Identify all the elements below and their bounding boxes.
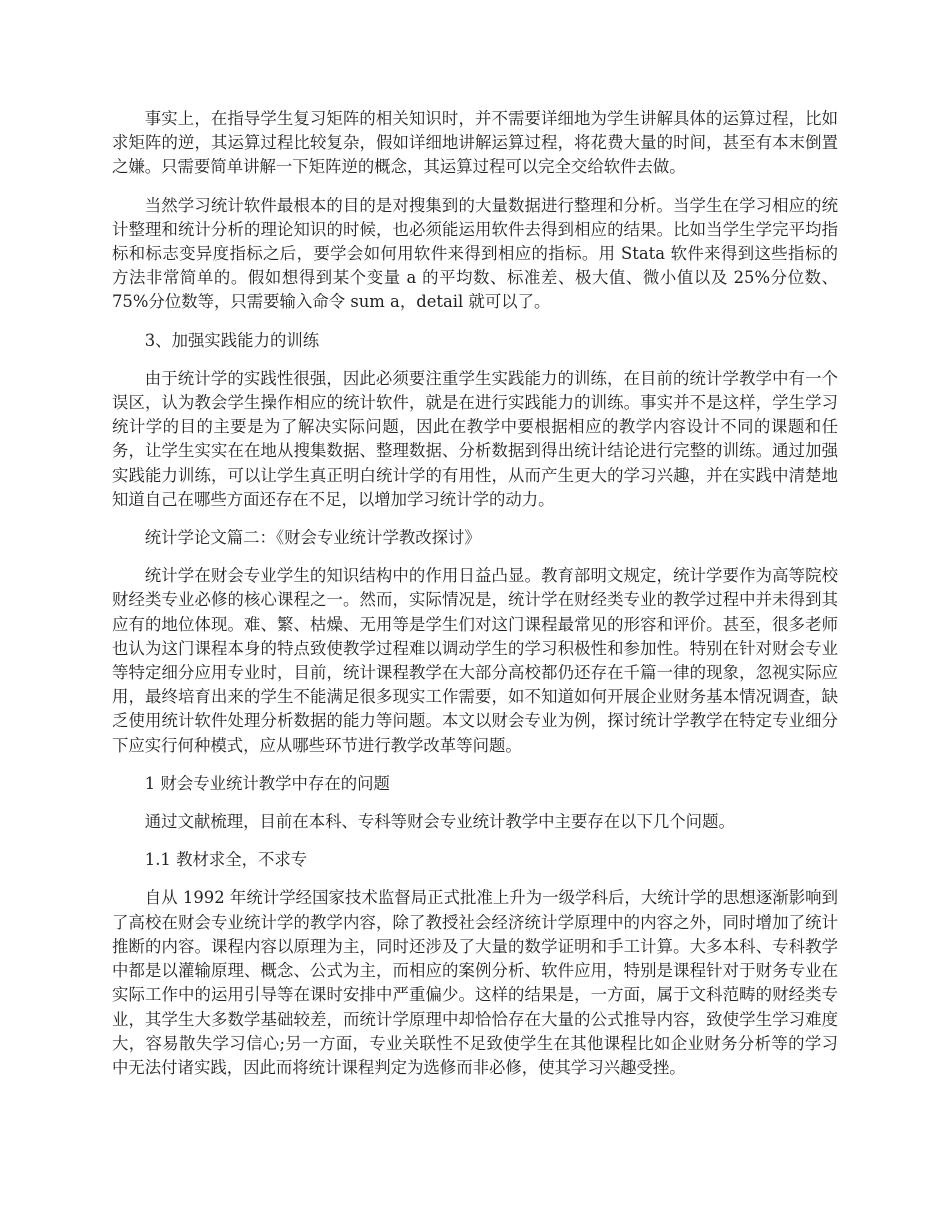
heading-practice-training: 3、加强实践能力的训练 xyxy=(144,330,320,350)
paragraph-section-1-intro: 通过文献梳理，目前在本科、专科等财会专业统计教学中主要存在以下几个问题。 xyxy=(144,812,735,832)
heading-paper-two-title: 统计学论文篇二：《财会专业统计学教改探讨》 xyxy=(144,528,481,548)
document-body xyxy=(112,107,838,1094)
paragraph-statistics-software: 当然学习统计软件最根本的目的是对搜集到的大量数据进行整理和分析。当学生在学习相应的统计整理和统计分析的理论知识的时候，也必须能运用软件去得到相应的结果。比如当学生学完平均指标和标志变异度指标之后，要学会如何用软件来得到相应的指标。用 Stata 软件来得到这些指标的方法非常简单的。假如想得到某个变量 a 的平均数、标准差、极大值、微小值以及 25%分位数、75%分位数等，只需要输入命令 sum a，detail 就可以了。 xyxy=(112,195,838,312)
paragraph-practice-training: 由于统计学的实践性很强，因此必须要注重学生实践能力的训练，在目前的统计学教学中有一个误区，认为教会学生操作相应的统计软件，就是在进行实践能力的训练。事实并不是这样，学生学习统计学的目的主要是为了解决实际问题，因此在教学中要根据相应的教学内容设计不同的课题和任务，让学生实实在在地从搜集数据、整理数据、分析数据到得出统计结论进行完整的训练。通过加强实践能力训练，可以让学生真正明白统计学的有用性，从而产生更大的学习兴趣，并在实践中清楚地知道自己在哪些方面还存在不足，以增加学习统计学的动力。 xyxy=(112,368,838,509)
heading-section-1-1: 1.1 教材求全，不求专 xyxy=(144,850,308,870)
paragraph-paper-two-intro: 统计学在财会专业学生的知识结构中的作用日益凸显。教育部明文规定，统计学要作为高等院校财经类专业必修的核心课程之一。然而，实际情况是，统计学在财经类专业的教学过程中并未得到其应有的地位体现。难、繁、枯燥、无用等是学生们对这门课程最常见的形容和评价。甚至，很多老师也认为这门课程本身的特点致使教学过程难以调动学生的学习积极性和参加性。特别在针对财会专业等特定细分应用专业时，目前，统计课程教学在大部分高校都仍还存在千篇一律的现象，忽视实际应用，最终培育出来的学生不能满足很多现实工作需要，如不知道如何开展企业财务基本情况调查，缺乏使用统计软件处理分析数据的能力等问题。本文以财会专业为例，探讨统计学教学在特定专业细分下应实行何种模式，应从哪些环节进行教学改革等问题。 xyxy=(112,566,838,755)
paragraph-section-1-1: 自从 1992 年统计学经国家技术监督局正式批准上升为一级学科后，大统计学的思想逐渐影响到了高校在财会专业统计学的教学内容，除了教授社会经济统计学原理中的内容之外，同时增加了统计推断的内容。课程内容以原理为主，同时还涉及了大量的数学证明和手工计算。大多本科、专科教学中都是以灌输原理、概念、公式为主，而相应的案例分析、软件应用，特别是课程针对于财务专业在实际工作中的运用引导等在课时安排中严重偏少。这样的结果是，一方面，属于文科范畴的财经类专业，其学生大多数学基础较差，而统计学原理中却恰恰存在大量的公式推导内容，致使学生学习难度大，容易散失学习信心;另一方面，专业关联性不足致使学生在其他课程比如企业财务分析等的学习中无法付诸实践，因此而将统计课程判定为选修而非必修，使其学习兴趣受挫。 xyxy=(112,888,838,1077)
heading-section-1: 1 财会专业统计教学中存在的问题 xyxy=(144,773,390,793)
paragraph-matrix-teaching: 事实上，在指导学生复习矩阵的相关知识时，并不需要详细地为学生讲解具体的运算过程，比如求矩阵的逆，其运算过程比较复杂，假如详细地讲解运算过程，将花费大量的时间，甚至有本末倒置之嫌。只需要简单讲解一下矩阵逆的概念，其运算过程可以完全交给软件去做。 xyxy=(112,109,838,177)
